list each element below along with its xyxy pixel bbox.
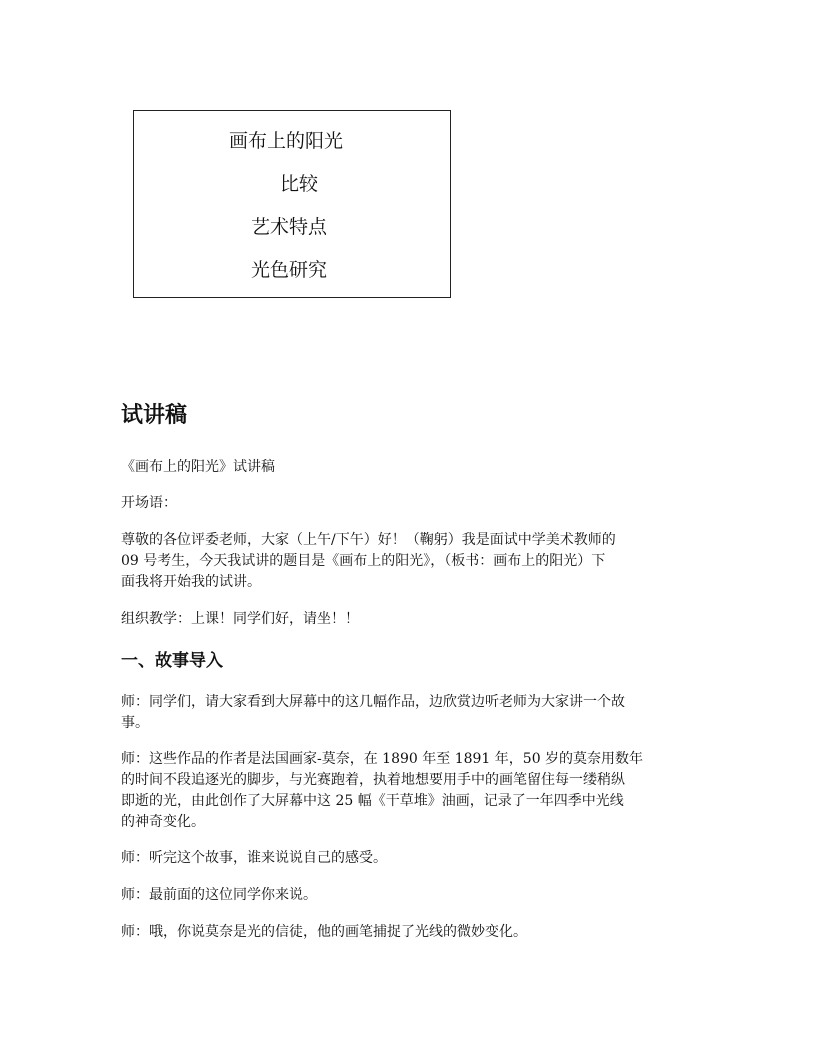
opening-label: 开场语： [121, 495, 177, 511]
teacher-paragraph-4: 师：最前面的这位同学你来说。 [121, 887, 317, 903]
section-heading-story-intro: 一、故事导入 [121, 651, 223, 671]
document-title: 试讲稿 [121, 403, 188, 428]
subtitle: 《画布上的阳光》试讲稿 [121, 459, 275, 475]
greeting-line-3: 面我将开始我的试讲。 [121, 574, 261, 590]
para2-line-1: 师：这些作品的作者是法国画家-莫奈，在 1890 年至 1891 年，50 岁的莫奈用数年 [121, 751, 644, 767]
board-line-art-features: 艺术特点 [251, 216, 328, 238]
para2-line-2: 的时间不段追逐光的脚步，与光赛跑着，执着地想要用手中的画笔留住每一缕稍纵 [121, 772, 625, 788]
blackboard-outline-box [133, 110, 451, 298]
board-line-compare: 比较 [280, 173, 319, 195]
board-line-light-color-study: 光色研究 [251, 259, 328, 281]
para1-line-1: 师：同学们，请大家看到大屏幕中的这几幅作品，边欣赏边听老师为大家讲一个故 [121, 694, 625, 710]
board-line-title: 画布上的阳光 [229, 130, 344, 152]
para1-line-2: 事。 [121, 715, 149, 731]
para2-line-4: 的神奇变化。 [121, 814, 205, 830]
teacher-paragraph-3: 师：听完这个故事，谁来说说自己的感受。 [121, 850, 387, 866]
greeting-line-1: 尊敬的各位评委老师，大家（上午/下午）好！（鞠躬）我是面试中学美术教师的 [121, 532, 616, 548]
organize-teaching: 组织教学：上课！同学们好，请坐！！ [121, 611, 359, 627]
greeting-paragraph [121, 530, 701, 593]
teacher-paragraph-1 [121, 692, 701, 734]
teacher-paragraph-5: 师：哦，你说莫奈是光的信徒，他的画笔捕捉了光线的微妙变化。 [121, 924, 527, 940]
teacher-paragraph-2 [121, 749, 701, 833]
greeting-line-2: 09 号考生，今天我试讲的题目是《画布上的阳光》，（板书：画布上的阳光）下 [121, 553, 606, 569]
para2-line-3: 即逝的光，由此创作了大屏幕中这 25 幅《干草堆》油画，记录了一年四季中光线 [121, 793, 624, 809]
